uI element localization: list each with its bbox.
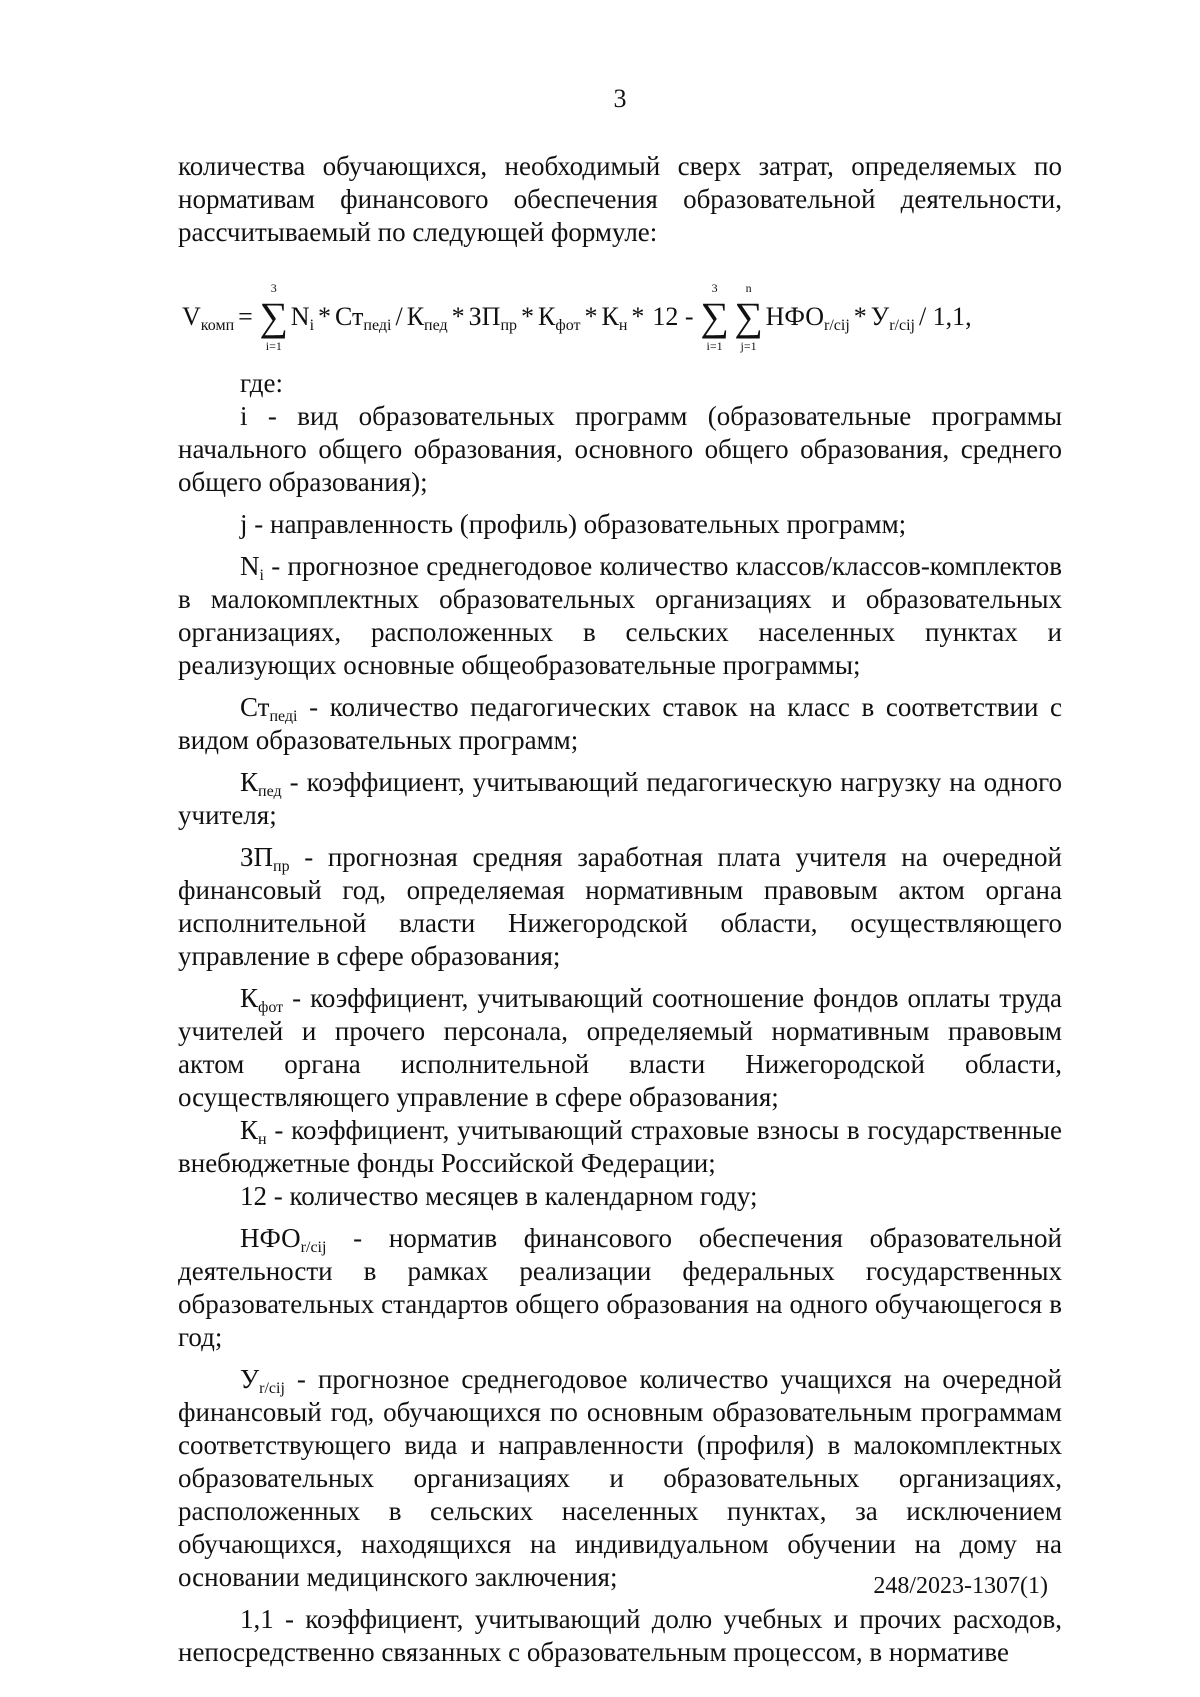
term-description: - коэффициент, учитывающий педагогическую нагрузку на одного учителя;	[178, 767, 1062, 830]
formula-star: *	[521, 302, 534, 331]
term-subscript: педi	[269, 708, 298, 725]
formula-symbol-u: У	[870, 302, 890, 331]
definition-st	[178, 691, 1062, 757]
formula-sum-i-2	[700, 281, 730, 353]
term-description: - прогнозное среднегодовое количество классов/классов-комплектов в малокомплектных образовательных организациях и образовательных организациях, расположенных в сельских населенных пунктах и реализующих основные общеобразовательные программы;	[178, 551, 1062, 680]
term-subscript: r/cij	[300, 1239, 327, 1256]
formula-subscript: i	[309, 317, 315, 334]
sum-upper-limit: 3	[711, 281, 718, 295]
formula	[178, 279, 1062, 361]
formula-subscript: педi	[363, 317, 392, 334]
formula-tail: / 1,1,	[918, 302, 972, 331]
formula-subscript: фот	[555, 317, 581, 334]
formula-star: *	[584, 302, 598, 331]
term-description: - коэффициент, учитывающий соотношение фондов оплаты труда учителей и прочего персонала, определяемый нормативным правовым актом органа исполнительной власти Нижегородской области, осуществляющего управление в сфере образования;	[178, 983, 1062, 1112]
formula-symbol-n: N	[290, 302, 310, 331]
formula-symbol-st: Ст	[335, 302, 364, 331]
formula-u	[871, 302, 915, 332]
formula-slash: /	[395, 302, 403, 331]
term-description: - коэффициент, учитывающий страховые взносы в государственные внебюджетные фонды Российской Федерации;	[178, 1115, 1062, 1178]
formula-symbol-v: V	[182, 302, 201, 331]
formula-star: *	[451, 302, 465, 331]
formula-sum-j	[734, 281, 764, 353]
term-description: - количество педагогических ставок на класс в соответствии с видом образовательных программ;	[178, 692, 1062, 755]
definition-ni	[178, 550, 1062, 682]
formula-n	[291, 302, 314, 332]
definition-nfo	[178, 1222, 1062, 1354]
term-symbol: Ст	[240, 692, 270, 722]
sigma-symbol: ∑	[700, 294, 729, 339]
formula-subscript: комп	[200, 317, 235, 334]
formula-subscript: r/cij	[824, 317, 850, 334]
definition-twelve: 12 - количество месяцев в календарном году;	[240, 1181, 758, 1211]
term-subscript: i	[259, 567, 264, 584]
formula-twelve-minus: 12 -	[652, 302, 694, 331]
definition-j: j - направленность (профиль) образовательных программ;	[240, 509, 907, 539]
sum-lower-limit: i=1	[706, 339, 723, 353]
formula-st	[335, 302, 391, 332]
formula-star: *	[318, 302, 332, 331]
definition-u	[178, 1363, 1062, 1594]
formula-subscript: r/cij	[889, 317, 915, 334]
term-description: - прогнозное среднегодовое количество учащихся на очередной финансовый год, обучающихся по основным образовательным программам соответствующего вида и направленности (профиля) в малокомплектных образовательных организациях и образовательных организациях, расположенных в сельских населенных пунктах, за исключением обучающихся, находящихся на индивидуальном обучении на дому на основании медицинского заключения;	[178, 1364, 1062, 1592]
term-subscript: r/cij	[259, 1380, 285, 1397]
formula-symbol-k: К	[601, 302, 619, 331]
formula-star: *	[631, 302, 645, 331]
formula-symbol-nfo: НФО	[765, 302, 824, 331]
term-symbol: N	[240, 551, 260, 581]
formula-symbol-k: К	[538, 302, 556, 331]
formula-sum-i	[259, 281, 289, 353]
term-description: - прогнозная средняя заработная плата учителя на очередной финансовый год, определяемая нормативным правовым актом органа исполнительной власти Нижегородской области, осуществляющего управление в сфере образования;	[178, 842, 1062, 971]
formula-lhs	[182, 302, 234, 332]
term-symbol: У	[240, 1364, 260, 1394]
sum-lower-limit: j=1	[740, 339, 757, 353]
formula-nfo	[766, 302, 850, 332]
where-label: где:	[240, 368, 283, 398]
formula-symbol-zp: ЗП	[468, 302, 501, 331]
document-body	[178, 150, 1062, 1669]
formula-equals: =	[238, 302, 253, 331]
term-symbol: ЗП	[240, 842, 274, 872]
formula-star: *	[853, 302, 867, 331]
formula-subscript: пед	[424, 317, 448, 334]
sum-upper-limit: 3	[270, 281, 277, 295]
intro-paragraph: количества обучающихся, необходимый сверх затрат, определяемых по нормативам финансового обеспечения образовательной деятельности, рассчитываемый по следующей формуле:	[178, 151, 1062, 247]
sum-upper-limit: n	[745, 281, 752, 295]
sigma-symbol: ∑	[259, 294, 289, 339]
document-code: 248/2023-1307(1)	[873, 1573, 1048, 1599]
definition-kped	[178, 766, 1062, 832]
formula-k-ped	[407, 302, 448, 332]
term-subscript: пед	[258, 783, 282, 800]
sum-lower-limit: i=1	[265, 339, 282, 353]
term-symbol: К	[240, 983, 259, 1013]
formula-subscript: пр	[500, 317, 517, 334]
definition-kn	[178, 1114, 1062, 1180]
definition-kfot	[178, 982, 1062, 1114]
term-symbol: НФО	[240, 1223, 301, 1253]
formula-k-n	[602, 302, 628, 332]
formula-k-fot	[538, 302, 581, 332]
formula-row	[182, 281, 976, 353]
formula-zp	[469, 302, 517, 332]
term-symbol: К	[240, 767, 259, 797]
formula-symbol-k: К	[406, 302, 425, 331]
definition-zp	[178, 841, 1062, 973]
definition-i: i - вид образовательных программ (образовательные программы начального общего образования, основного общего образования, среднего общего образования);	[178, 401, 1062, 497]
term-symbol: К	[240, 1115, 259, 1145]
sigma-symbol: ∑	[734, 294, 763, 339]
page-number: 3	[613, 84, 627, 113]
term-subscript: пр	[273, 858, 290, 875]
definition-coef: 1,1 - коэффициент, учитывающий долю учебных и прочих расходов, непосредственно связанных с образовательным процессом, в нормативе	[178, 1604, 1062, 1667]
term-description: - норматив финансового обеспечения образовательной деятельности в рамках реализации федеральных государственных образовательных стандартов общего образования на одного обучающегося в год;	[178, 1223, 1062, 1352]
term-subscript: н	[258, 1131, 267, 1148]
term-subscript: фот	[258, 999, 284, 1016]
formula-subscript: н	[618, 317, 628, 334]
